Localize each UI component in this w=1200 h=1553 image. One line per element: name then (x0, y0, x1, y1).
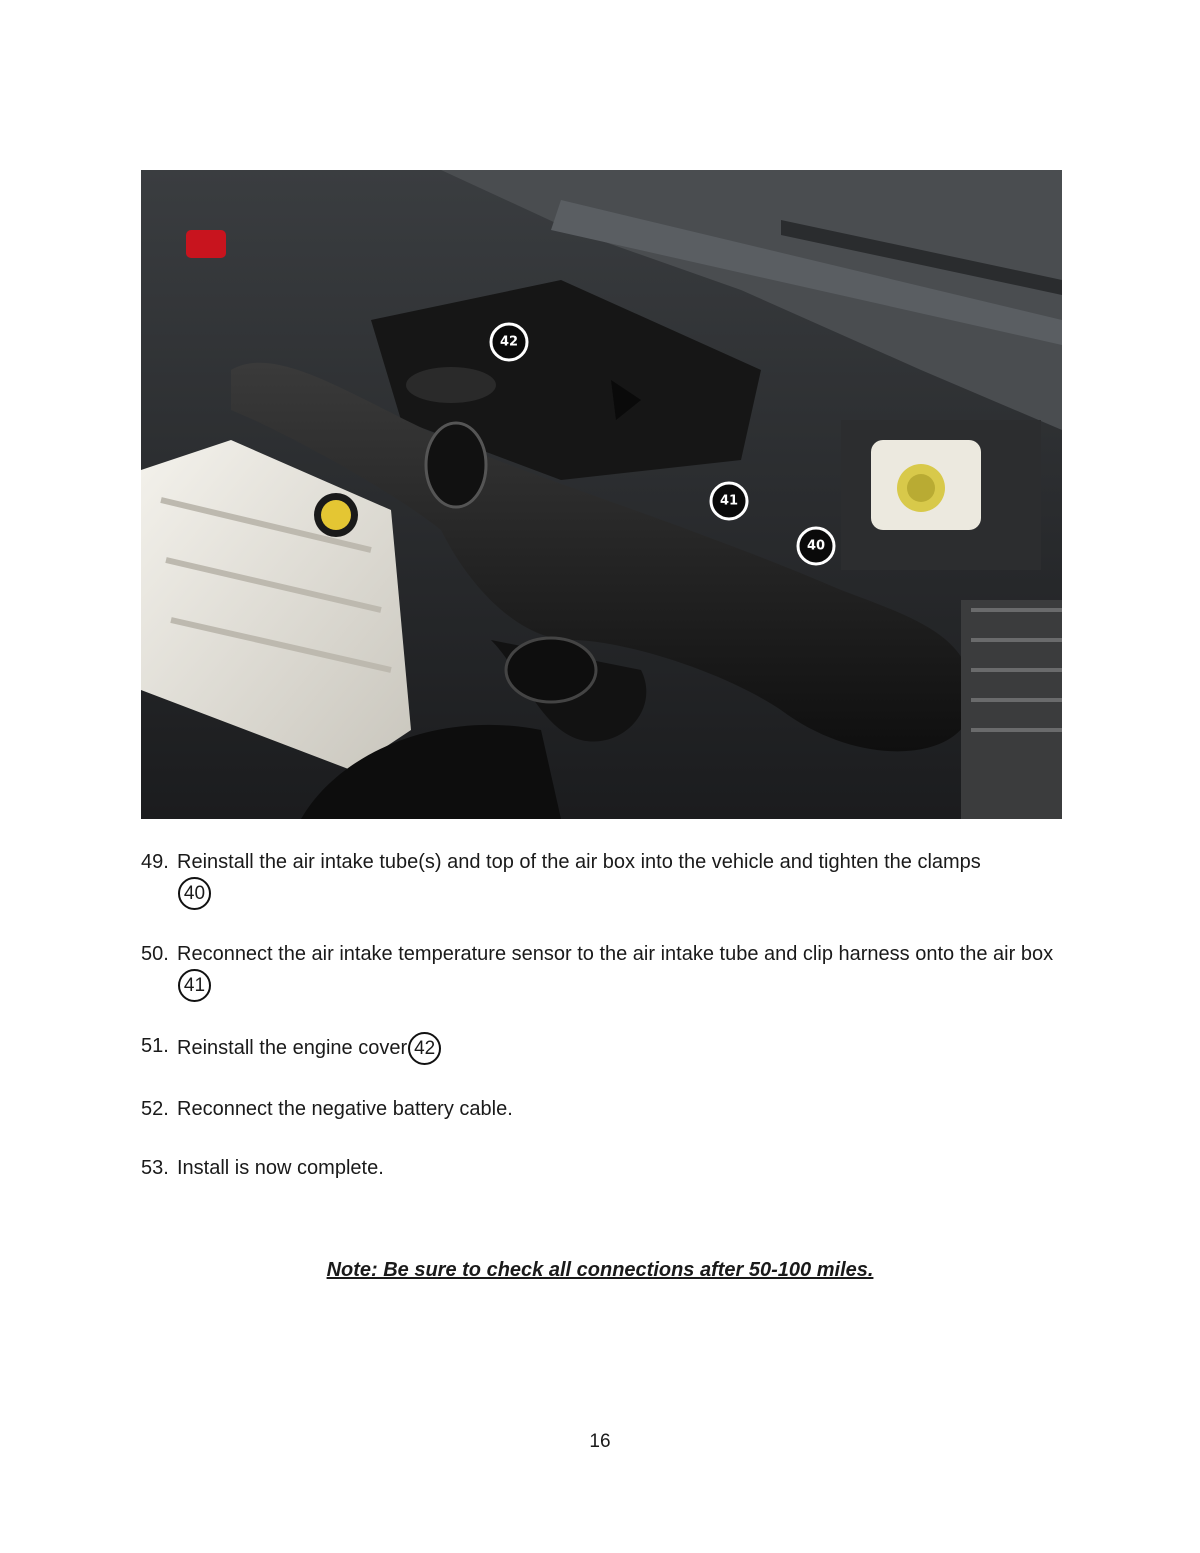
svg-text:40: 40 (806, 538, 826, 554)
engine-bay-photo (141, 170, 1062, 819)
step-text: Reconnect the air intake temperature sensor to the air intake tube and clip harness onto the air box (177, 943, 1054, 965)
step-text: Reinstall the engine cover (177, 1036, 408, 1059)
step-51 (141, 1032, 1071, 1065)
step-number: 52. (141, 1098, 169, 1120)
step-number: 50. (141, 943, 169, 965)
note-text: Note: Be sure to check all connections after 50-100 miles. (326, 1259, 874, 1281)
step-text: Reinstall the air intake tube(s) and top of the air box into the vehicle and tighten the clamps (177, 851, 981, 873)
step-50 (141, 940, 1071, 1002)
step-49 (141, 848, 1071, 910)
callout-ref-42: 42 (408, 1032, 441, 1065)
step-53 (141, 1154, 1071, 1183)
callout-ref-40: 40 (178, 877, 211, 910)
callout-41 (711, 483, 747, 519)
callout-40 (798, 528, 834, 564)
page-number: 16 (589, 1431, 611, 1452)
svg-text:41: 41 (719, 493, 739, 509)
svg-text:42: 42 (499, 334, 519, 350)
step-number: 53. (141, 1157, 169, 1179)
step-number: 49. (141, 851, 169, 873)
step-text: Reconnect the negative battery cable. (177, 1098, 513, 1120)
step-text: Install is now complete. (177, 1157, 384, 1179)
callout-ref-41: 41 (178, 969, 211, 1002)
instruction-steps (141, 848, 1071, 1213)
step-number: 51. (141, 1035, 169, 1057)
step-52 (141, 1095, 1071, 1124)
callout-42 (491, 324, 527, 360)
engine-bay-illustration (141, 170, 1062, 819)
